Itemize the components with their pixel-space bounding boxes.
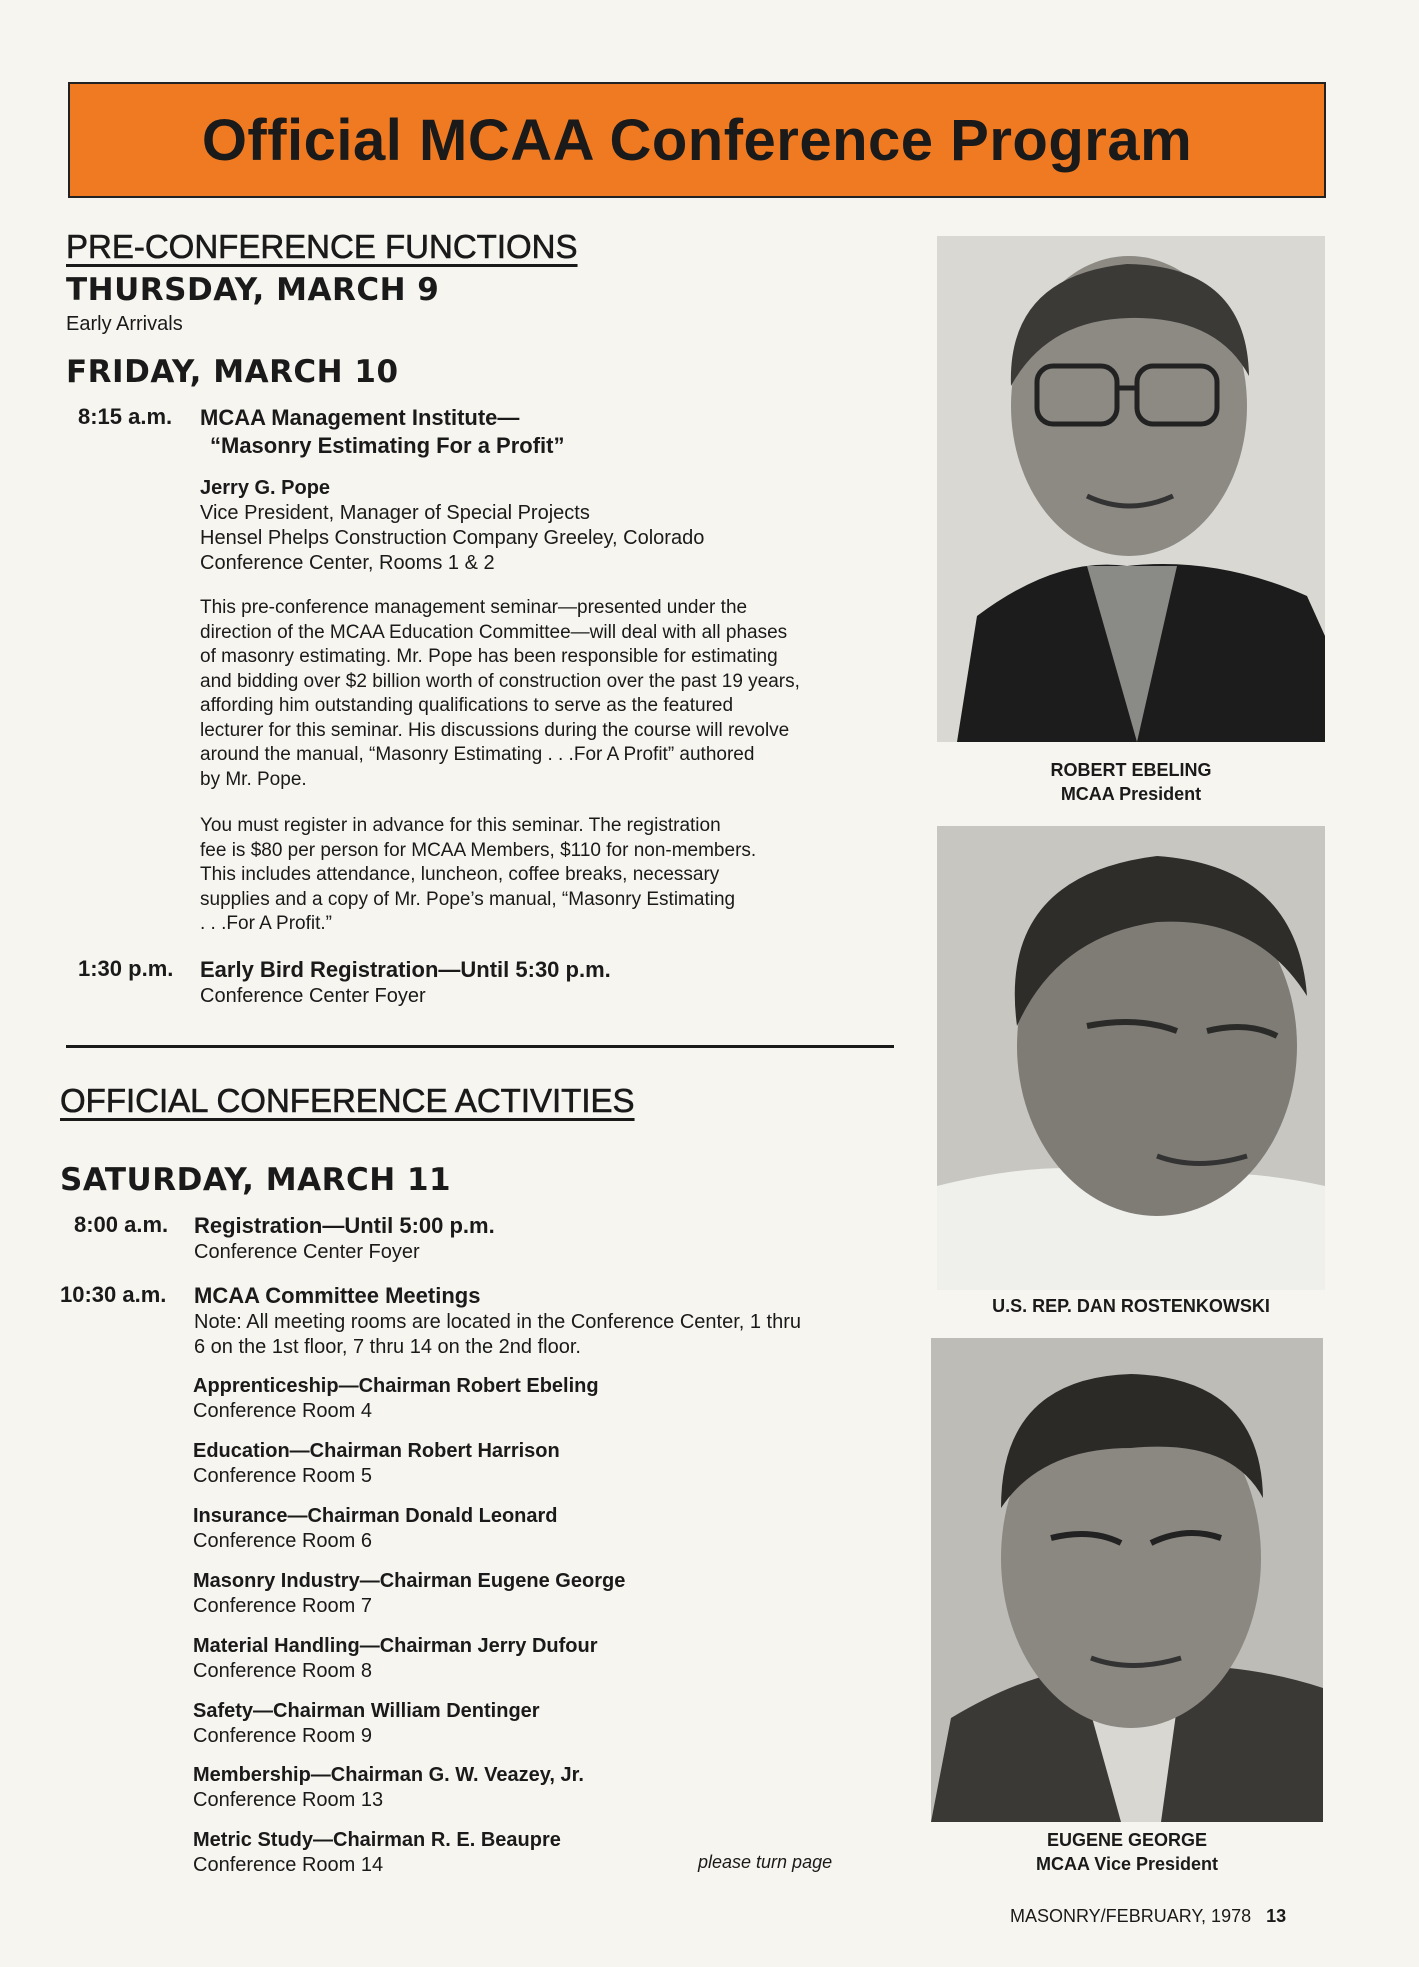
speaker-line: Vice President, Manager of Special Projects	[200, 502, 590, 524]
committee-name: Safety—Chairman William Dentinger	[193, 1700, 540, 1722]
committee-room: Conference Room 6	[193, 1530, 372, 1552]
committee-room: Conference Room 5	[193, 1465, 372, 1487]
event-time: 8:00 a.m.	[74, 1212, 169, 1237]
committee-name: Insurance—Chairman Donald Leonard	[193, 1505, 558, 1527]
committee-item	[193, 1569, 625, 1619]
paragraph-line: direction of the MCAA Education Committee—will deal with all phases	[200, 621, 788, 643]
event-title: Early Bird Registration—Until 5:30 p.m.	[200, 957, 611, 982]
committee-name: Masonry Industry—Chairman Eugene George	[193, 1570, 626, 1592]
committee-item	[193, 1828, 561, 1878]
committee-room: Conference Room 7	[193, 1595, 372, 1617]
event-location: Conference Center Foyer	[194, 1241, 420, 1263]
caption-eugene-george	[931, 1828, 1323, 1876]
thursday-note: Early Arrivals	[66, 313, 183, 335]
paragraph-line: by Mr. Pope.	[200, 768, 307, 790]
event-title-line: MCAA Management Institute—	[200, 405, 520, 430]
paragraph-line: . . .For A Profit.”	[200, 913, 332, 934]
paragraph-line: and bidding over $2 billion worth of construction over the past 19 years,	[200, 670, 800, 692]
saturday-heading: SATURDAY, MARCH 11	[60, 1162, 452, 1198]
caption-name: ROBERT EBELING	[1050, 760, 1212, 780]
portrait-image	[931, 1338, 1323, 1822]
event-title	[200, 404, 565, 460]
caption-name: U.S. REP. DAN ROSTENKOWSKI	[992, 1296, 1270, 1316]
speaker-name: Jerry G. Pope	[200, 477, 331, 499]
committee-room: Conference Room 4	[193, 1400, 372, 1422]
event-location: Conference Center Foyer	[200, 985, 426, 1007]
paragraph-line: affording him outstanding qualifications to serve as the featured	[200, 695, 734, 716]
friday-heading: FRIDAY, MARCH 10	[66, 354, 399, 390]
caption-title: MCAA Vice President	[1035, 1854, 1219, 1874]
paragraph-line: This includes attendance, luncheon, coffee breaks, necessary	[200, 864, 720, 885]
speaker-line: Hensel Phelps Construction Company Greeley, Colorado	[200, 527, 705, 549]
program-banner	[68, 82, 1326, 198]
portrait-image	[937, 236, 1325, 742]
page-number: 13	[1266, 1906, 1287, 1926]
event-title: Registration—Until 5:00 p.m.	[194, 1213, 495, 1238]
committee-item	[193, 1374, 599, 1424]
event-title-line: “Masonry Estimating For a Profit”	[210, 433, 565, 458]
paragraph-line: supplies and a copy of Mr. Pope’s manual, “Masonry Estimating	[200, 888, 736, 910]
committee-item	[193, 1504, 558, 1554]
event-time: 1:30 p.m.	[78, 956, 174, 981]
section-divider	[66, 1045, 894, 1048]
portrait-image	[937, 826, 1325, 1290]
photo-dan-rostenkowski	[937, 826, 1325, 1290]
paragraph-line: fee is $80 per person for MCAA Members, $110 for non-members.	[200, 839, 757, 861]
registration-event	[194, 1212, 495, 1265]
please-turn-page: please turn page	[698, 1852, 833, 1872]
page-footer	[1010, 1906, 1286, 1927]
committee-room: Conference Room 8	[193, 1660, 372, 1682]
event-note: Note: All meeting rooms are located in the Conference Center, 1 thru	[194, 1311, 802, 1333]
caption-robert-ebeling	[937, 758, 1325, 806]
committee-item	[193, 1699, 540, 1749]
event-time: 10:30 a.m.	[60, 1282, 167, 1307]
committee-item	[193, 1439, 560, 1489]
publication-line: MASONRY/FEBRUARY, 1978	[1010, 1906, 1252, 1926]
paragraph-line: around the manual, “Masonry Estimating . . .For A Profit” authored	[200, 744, 755, 765]
event-title: MCAA Committee Meetings	[194, 1283, 481, 1308]
committee-name: Metric Study—Chairman R. E. Beaupre	[193, 1829, 561, 1851]
committee-name: Apprenticeship—Chairman Robert Ebeling	[193, 1375, 599, 1397]
committee-name: Membership—Chairman G. W. Veazey, Jr.	[193, 1764, 584, 1786]
registration-info	[200, 814, 756, 937]
committee-item	[193, 1763, 584, 1813]
committee-room: Conference Room 13	[193, 1789, 384, 1811]
paragraph-line: lecturer for this seminar. His discussions during the course will revolve	[200, 719, 790, 741]
official-activities-heading: OFFICIAL CONFERENCE ACTIVITIES	[60, 1082, 635, 1119]
paragraph-line: of masonry estimating. Mr. Pope has been responsible for estimating	[200, 646, 778, 667]
pre-conference-heading: PRE-CONFERENCE FUNCTIONS	[66, 228, 578, 265]
committee-meetings-event	[194, 1282, 801, 1360]
speaker-line: Conference Center, Rooms 1 & 2	[200, 552, 495, 574]
photo-robert-ebeling	[937, 236, 1325, 742]
paragraph-line: This pre-conference management seminar—presented under the	[200, 597, 748, 618]
caption-dan-rostenkowski	[937, 1294, 1325, 1318]
committee-room: Conference Room 9	[193, 1725, 372, 1747]
caption-name: EUGENE GEORGE	[1046, 1830, 1208, 1850]
program-title: Official MCAA Conference Program	[201, 107, 1193, 173]
paragraph-line: You must register in advance for this seminar. The registration	[200, 815, 721, 836]
photo-eugene-george	[931, 1338, 1323, 1822]
thursday-heading: THURSDAY, MARCH 9	[66, 272, 440, 308]
early-bird-event	[200, 956, 611, 1009]
event-time: 8:15 a.m.	[78, 404, 173, 429]
seminar-description	[200, 596, 800, 792]
committee-room: Conference Room 14	[193, 1854, 384, 1876]
event-note: 6 on the 1st floor, 7 thru 14 on the 2nd floor.	[194, 1336, 581, 1358]
committee-name: Material Handling—Chairman Jerry Dufour	[193, 1635, 598, 1657]
speaker-block	[200, 476, 704, 576]
committee-name: Education—Chairman Robert Harrison	[193, 1440, 560, 1462]
caption-title: MCAA President	[1060, 784, 1202, 804]
committee-item	[193, 1634, 598, 1684]
